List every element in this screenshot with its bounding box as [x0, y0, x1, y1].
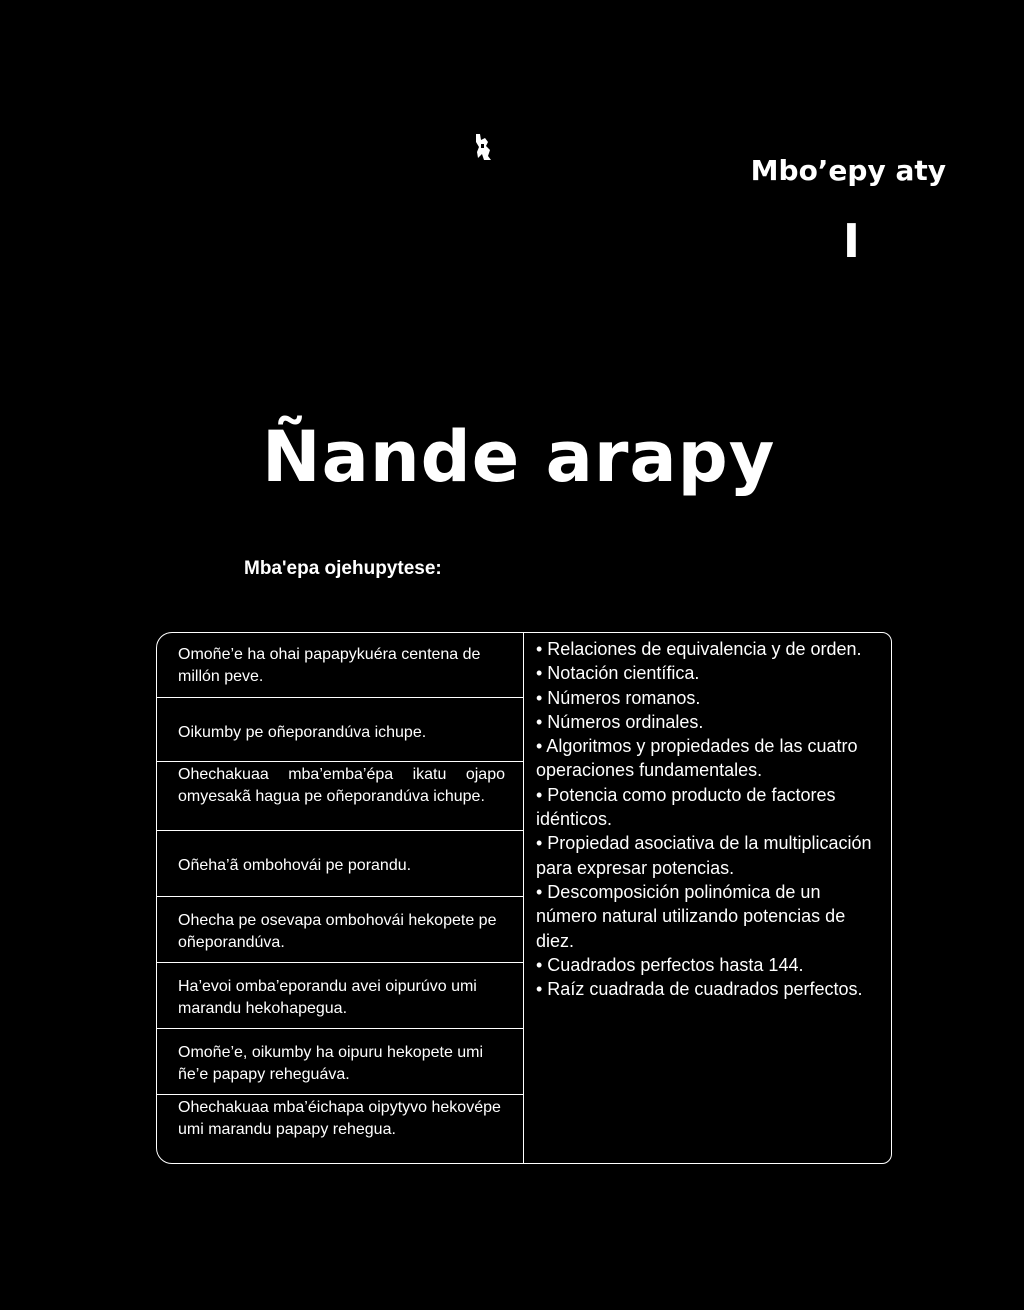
objective-item: Omoñe’e ha ohai papapykuéra centena de millón peve.	[178, 646, 481, 685]
objective-item: Oñeha’ã ombohovái pe porandu.	[178, 857, 412, 874]
row-divider	[156, 697, 523, 698]
row-divider	[156, 896, 523, 897]
objective-item: Omoñe’e, oikumby ha oipuru hekopete umi ñe’e papapy reheguáva.	[178, 1044, 484, 1083]
content-item: • Potencia como producto de factores idénticos.	[536, 784, 836, 830]
objective-item: Ohecha pe osevapa ombohovái hekopete pe oñeporandúva.	[178, 912, 497, 951]
figure-icon	[472, 132, 496, 162]
contents-column	[536, 637, 882, 1001]
content-item: • Relaciones de equivalencia y de orden.	[536, 639, 862, 659]
content-item: • Propiedad asociativa de la multiplicación para expresar potencias.	[536, 833, 872, 878]
unit-label: Mbo’epy aty	[750, 154, 946, 187]
column-divider	[523, 632, 524, 1164]
content-item: • Números ordinales.	[536, 711, 704, 732]
row-divider	[156, 1094, 523, 1095]
page-title: Ñande arapy	[262, 416, 776, 498]
row-divider	[156, 830, 523, 831]
content-item: • Descomposición polinómica de un número natural utilizando potencias de diez.	[536, 881, 846, 951]
content-item: • Números romanos.	[536, 687, 701, 708]
content-item: • Raíz cuadrada de cuadrados perfectos.	[536, 979, 863, 1000]
objective-item: Ohechakuaa mba’emba’épa ikatu ojapo omyesakã hagua pe oñeporandúva ichupe.	[178, 766, 505, 805]
content-item: • Algoritmos y propiedades de las cuatro operaciones fundamentales.	[536, 736, 858, 781]
objective-item: Ha’evoi omba’eporandu avei oipurúvo umi marandu hekohapegua.	[178, 978, 477, 1017]
content-item: • Cuadrados perfectos hasta 144.	[536, 954, 804, 975]
unit-number: I	[842, 214, 860, 268]
row-divider	[156, 962, 523, 963]
row-divider	[156, 761, 523, 762]
objective-item: Oikumby pe oñeporandúva ichupe.	[178, 724, 427, 741]
content-item: • Notación científica.	[536, 663, 700, 684]
objectives-heading: Mba'epa ojehupytese:	[244, 558, 442, 579]
objective-item: Ohechakuaa mba’éichapa oipytyvo hekovépe umi marandu papapy rehegua.	[178, 1099, 501, 1138]
row-divider	[156, 1028, 523, 1029]
